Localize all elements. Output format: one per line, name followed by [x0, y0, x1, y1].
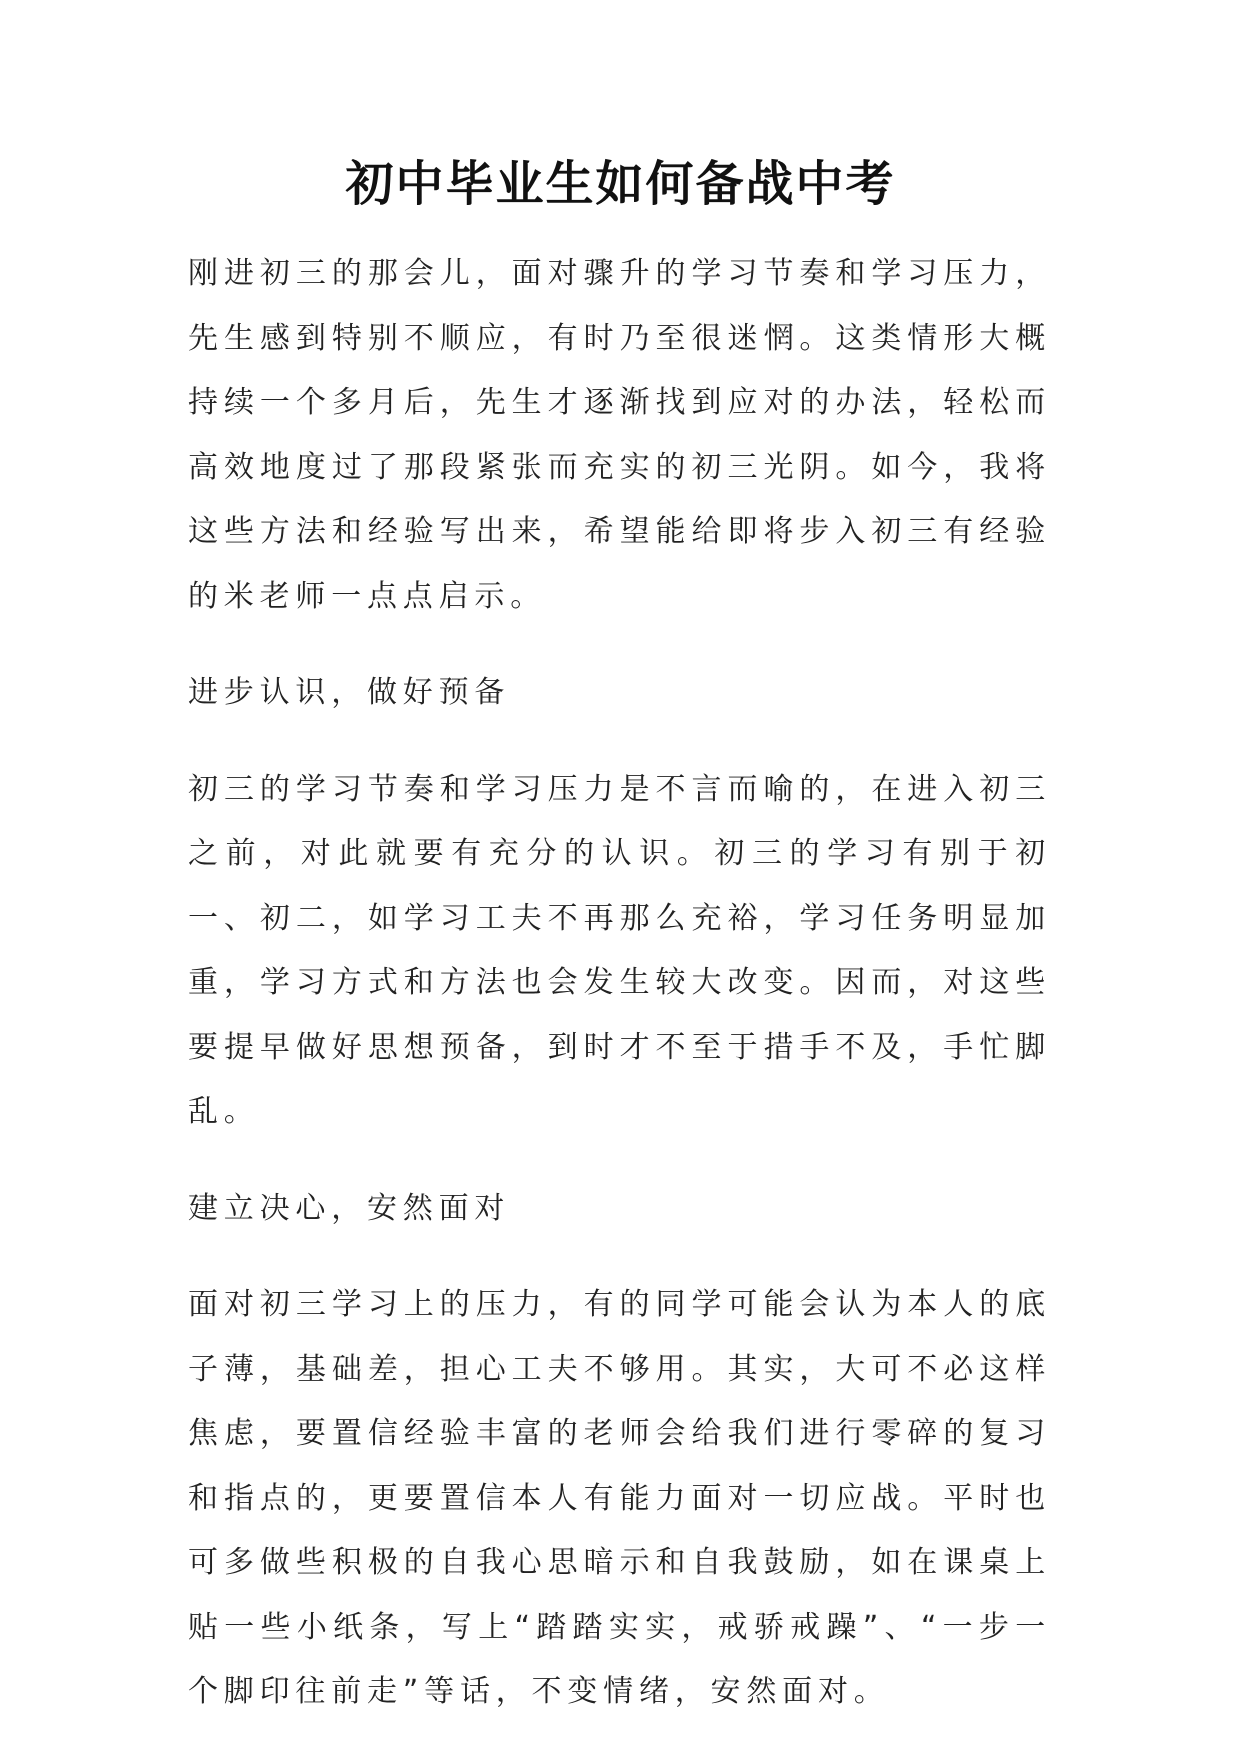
spacer: [188, 1145, 1051, 1177]
spacer: [188, 629, 1051, 661]
spacer: [188, 726, 1051, 758]
document-title: 初中毕业生如何备战中考: [345, 156, 896, 212]
document-body: [188, 242, 1051, 1725]
paragraph-preparation: 初三的学习节奏和学习压力是不言而喻的，在进入初三之前，对此就要有充分的认识。初三的学习有别于初一、初二，如学习工夫不再那么充裕，学习任务明显加重，学习方式和方法也会发生较大改变。因而，对这些要提早做好思想预备，到时才不至于措手不及，手忙脚乱。: [188, 771, 1051, 1129]
paragraph-confidence: 面对初三学习上的压力，有的同学可能会认为本人的底子薄，基础差，担心工夫不够用。其实，大可不必这样焦虑，要置信经验丰富的老师会给我们进行零碎的复习和指点的，更要置信本人有能力面对一切应战。平时也可多做些积极的自我心思暗示和自我鼓励，如在课桌上贴一些小纸条，写上“踏踏实实，戒骄戒躁”、“一步一个脚印往前走”等话，不变情绪，安然面对。: [188, 1287, 1051, 1709]
section-heading-preparation: 进步认识，做好预备: [188, 675, 511, 710]
spacer: [188, 1241, 1051, 1273]
section-heading-confidence: 建立决心，安然面对: [188, 1190, 511, 1226]
paragraph-intro: 刚进初三的那会儿，面对骤升的学习节奏和学习压力，先生感到特别不顺应，有时乃至很迷惘。这类情形大概持续一个多月后，先生才逐渐找到应对的办法，轻松而高效地度过了那段紧张而充实的初三光阴。如今，我将这些方法和经验写出来，希望能给即将步入初三有经验的米老师一点点启示。: [188, 256, 1051, 614]
